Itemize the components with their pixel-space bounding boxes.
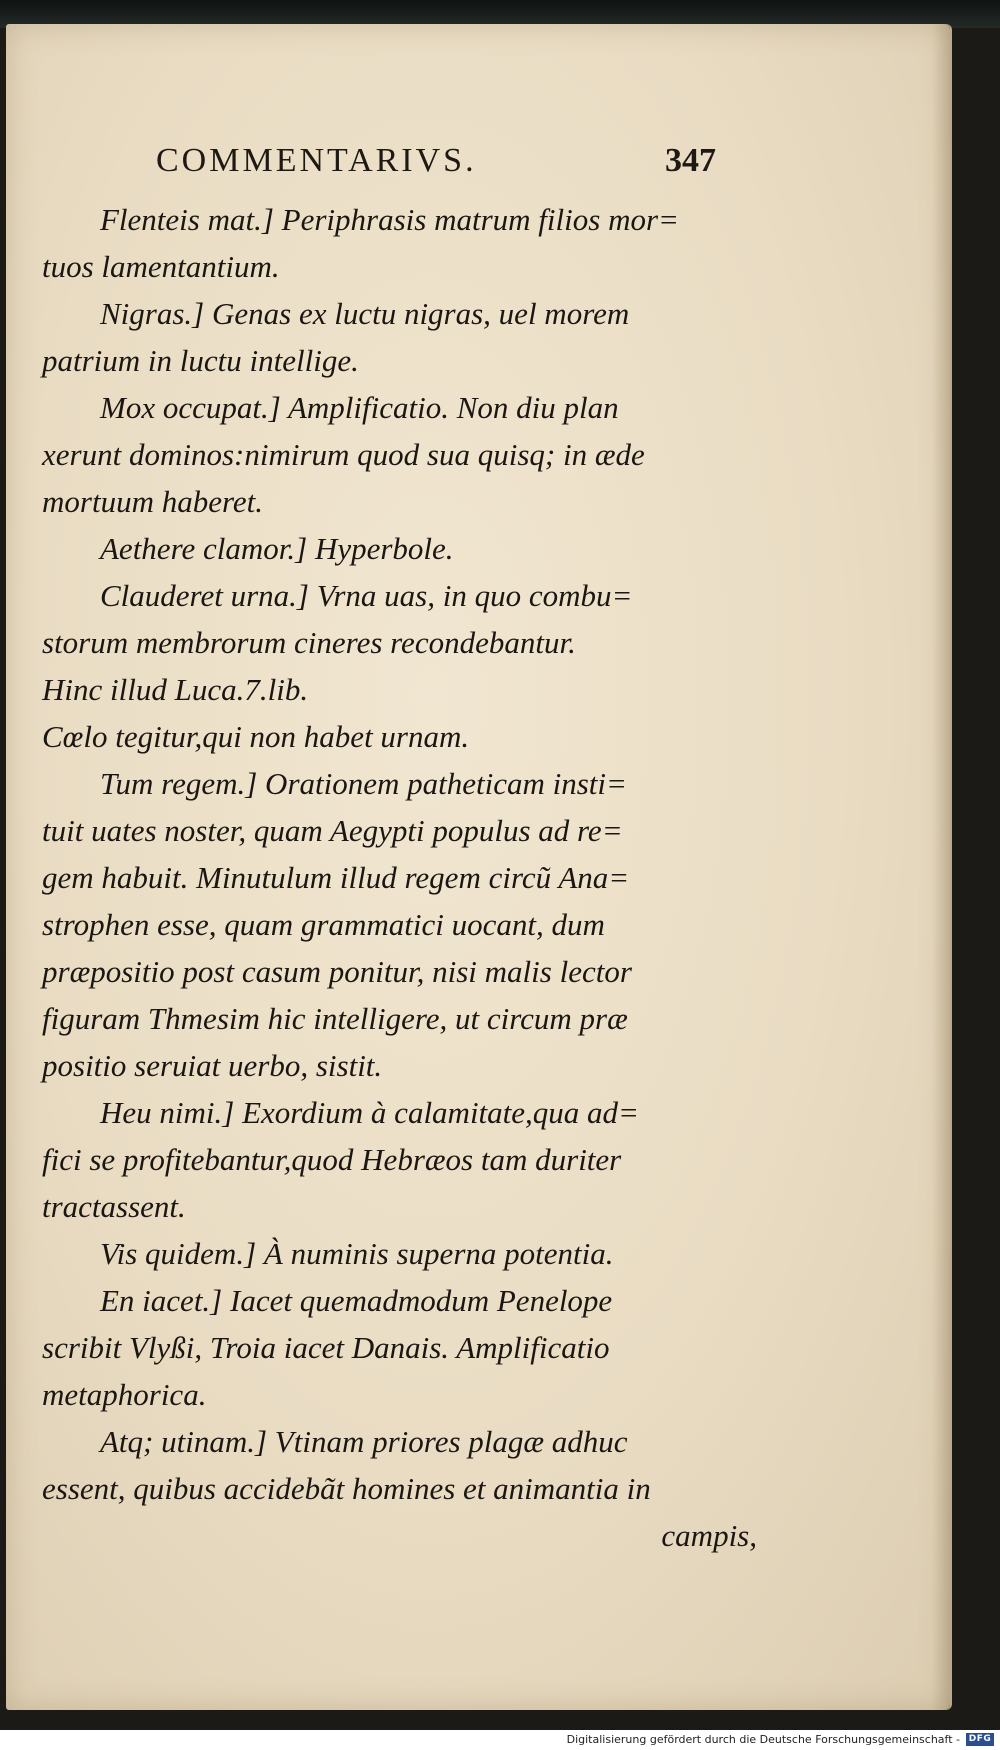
text-line: figuram Thmesim hic intelligere, ut circum præ (42, 1001, 628, 1036)
text-line: mortuum haberet. (42, 484, 263, 519)
text-line: scribit Vlyßi, Troia iacet Danais. Amplificatio (42, 1330, 610, 1365)
text-line: xerunt dominos:nimirum quod sua quisq; in æde (42, 437, 645, 472)
text-line: Vis quidem.] À numinis superna potentia. (100, 1236, 614, 1271)
text-line: En iacet.] Iacet quemadmodum Penelope (100, 1283, 613, 1318)
text-line: metaphorica. (42, 1377, 207, 1412)
text-line: tractassent. (42, 1189, 186, 1224)
catchword: campis, (661, 1518, 757, 1553)
text-line: positio seruiat uerbo, sistit. (42, 1048, 383, 1083)
book-page (6, 24, 950, 1710)
text-line: Mox occupat.] Amplificatio. Non diu plan (100, 390, 619, 425)
text-line: storum membrorum cineres recondebantur. (42, 625, 576, 660)
text-line: strophen esse, quam grammatici uocant, dum (42, 907, 605, 942)
text-line: essent, quibus accidebãt homines et animantia in (42, 1471, 651, 1506)
text-line: patrium in luctu intellige. (42, 343, 359, 378)
text-line: Clauderet urna.] Vrna uas, in quo combu= (100, 578, 633, 613)
text-line: fici se profitebantur,quod Hebræos tam duriter (42, 1142, 622, 1177)
digitization-credit: Digitalisierung gefördert durch die Deutsche Forschungsgemeinschaft - (566, 1733, 960, 1746)
text-line: Cœlo tegitur,qui non habet urnam. (42, 719, 470, 754)
text-line: Flenteis mat.] Periphrasis matrum filios mor= (100, 202, 679, 237)
text-line: tuos lamentantium. (42, 249, 280, 284)
text-line: præpositio post casum ponitur, nisi malis lector (42, 954, 632, 989)
text-line: Atq; utinam.] Vtinam priores plagæ adhuc (100, 1424, 628, 1459)
dfg-logo: DFG (966, 1733, 994, 1746)
text-line: gem habuit. Minutulum illud regem circũ Ana= (42, 860, 630, 895)
commentary-text (42, 196, 757, 1559)
running-head: COMMENTARIVS. (156, 142, 477, 179)
text-line: Tum regem.] Orationem patheticam insti= (100, 766, 627, 801)
text-line: Heu nimi.] Exordium à calamitate,qua ad= (100, 1095, 639, 1130)
text-line: Aethere clamor.] Hyperbole. (100, 531, 454, 566)
text-line: tuit uates noster, quam Aegypti populus ad re= (42, 813, 623, 848)
text-line: Nigras.] Genas ex luctu nigras, uel morem (100, 296, 630, 331)
text-line: Hinc illud Luca.7.lib. (42, 672, 309, 707)
page-number: 347 (665, 142, 716, 179)
page-header (156, 142, 716, 192)
